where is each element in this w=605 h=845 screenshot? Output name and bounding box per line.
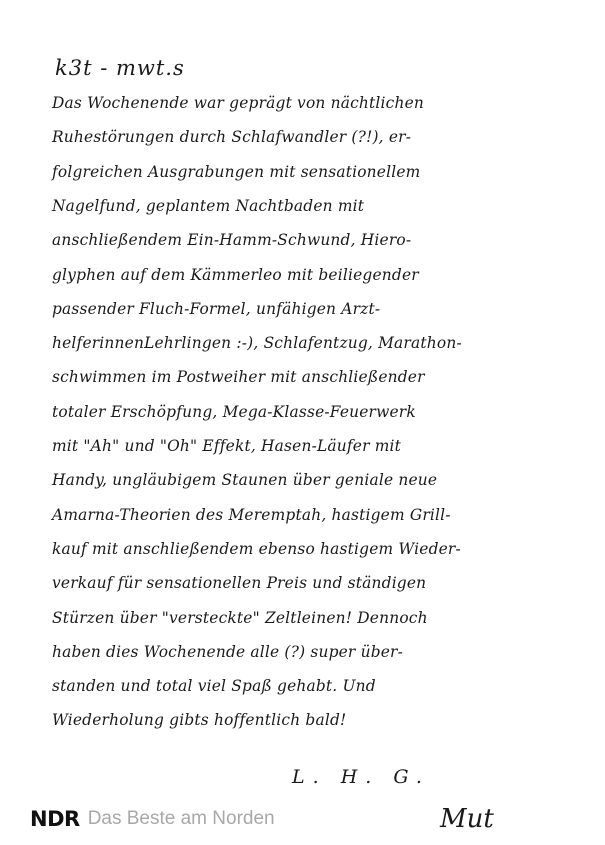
ndr-footer-logo [30, 807, 275, 831]
letter-line: anschließendem Ein-Hamm-Schwund, Hiero- [52, 231, 412, 250]
letter-line: schwimmen im Postweiher mit anschließender [52, 368, 425, 387]
letter-heading: k3t - mwt.s [55, 56, 185, 80]
ndr-tagline: Das Beste am Norden [87, 808, 275, 829]
letter-line: haben dies Wochenende alle (?) super über- [52, 642, 404, 661]
letter-line: Handy, ungläubigem Staunen über geniale neue [52, 471, 438, 490]
handwritten-signature: Mut [440, 804, 494, 834]
letter-line: kauf mit anschließendem ebenso hastigem Wieder- [52, 539, 461, 558]
letter-line: folgreichen Ausgrabungen mit sensationellem [52, 162, 421, 181]
letter-line: Nagelfund, geplantem Nachtbaden mit [52, 196, 365, 215]
letter-line: Das Wochenende war geprägt von nächtlichen [52, 94, 425, 112]
letter-line: Ruhestörungen durch Schlafwandler (?!), er- [52, 128, 412, 147]
letter-signoff: L. H. G. [292, 766, 430, 788]
letter-line: glyphen auf dem Kämmerleo mit beiliegender [52, 265, 419, 284]
letter-line: mit "Ah" und "Oh" Effekt, Hasen-Läufer mit [52, 437, 402, 455]
letter-line: Amarna-Theorien des Meremptah, hastigem Grill- [52, 505, 451, 524]
ndr-logo-mark: NDR [30, 807, 80, 831]
letter-line: passender Fluch-Formel, unfähigen Arzt- [52, 299, 381, 318]
letter-line: helferinnenLehrlingen :-), Schlafentzug, Marathon- [52, 334, 462, 353]
letter-line: standen und total viel Spaß gehabt. Und [52, 677, 376, 696]
letter-line: verkauf für sensationellen Preis und ständigen [52, 574, 427, 593]
letter-line: Wiederholung gibts hoffentlich bald! [52, 711, 347, 730]
letter-line: totaler Erschöpfung, Mega-Klasse-Feuerwerk [52, 402, 416, 421]
letter-line: Stürzen über "versteckte" Zeltleinen! Dennoch [52, 608, 428, 627]
